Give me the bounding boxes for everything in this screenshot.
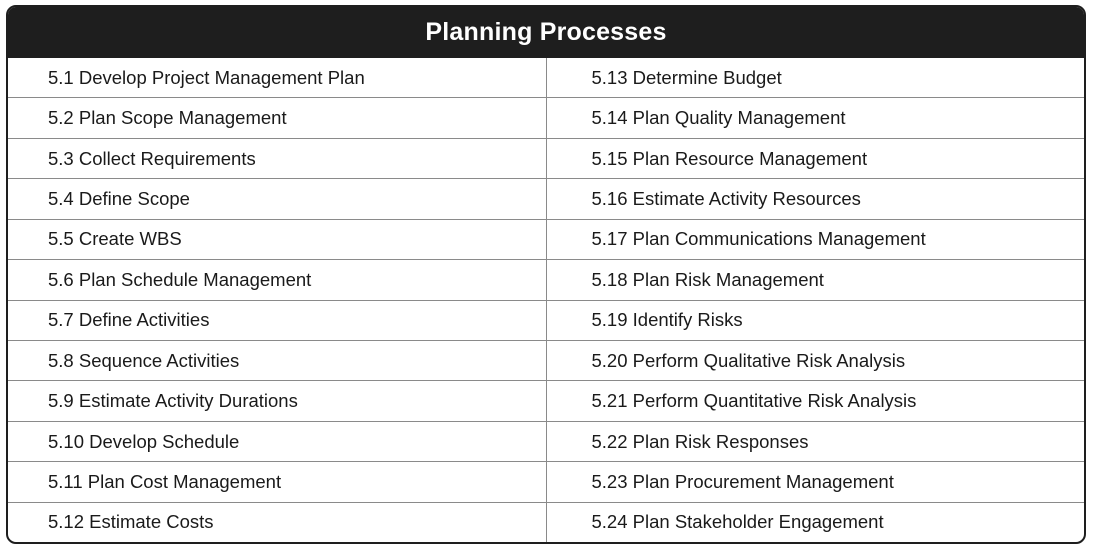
process-row: 5.18 Plan Risk Management <box>547 260 1085 300</box>
left-column <box>8 58 547 542</box>
process-row: 5.3 Collect Requirements <box>8 139 546 179</box>
process-row: 5.15 Plan Resource Management <box>547 139 1085 179</box>
process-row: 5.21 Perform Quantitative Risk Analysis <box>547 381 1085 421</box>
process-row: 5.11 Plan Cost Management <box>8 462 546 502</box>
process-row: 5.10 Develop Schedule <box>8 422 546 462</box>
table-title: Planning Processes <box>8 7 1084 58</box>
process-row: 5.17 Plan Communications Management <box>547 220 1085 260</box>
process-row: 5.13 Determine Budget <box>547 58 1085 98</box>
process-row: 5.14 Plan Quality Management <box>547 98 1085 138</box>
table-body <box>8 58 1084 542</box>
process-row: 5.1 Develop Project Management Plan <box>8 58 546 98</box>
process-row: 5.22 Plan Risk Responses <box>547 422 1085 462</box>
process-row: 5.9 Estimate Activity Durations <box>8 381 546 421</box>
process-row: 5.23 Plan Procurement Management <box>547 462 1085 502</box>
process-row: 5.19 Identify Risks <box>547 301 1085 341</box>
process-row: 5.6 Plan Schedule Management <box>8 260 546 300</box>
planning-processes-table <box>6 5 1086 544</box>
right-column <box>547 58 1085 542</box>
process-row: 5.8 Sequence Activities <box>8 341 546 381</box>
process-row: 5.16 Estimate Activity Resources <box>547 179 1085 219</box>
process-row: 5.4 Define Scope <box>8 179 546 219</box>
process-row: 5.24 Plan Stakeholder Engagement <box>591 511 884 533</box>
process-row: 5.20 Perform Qualitative Risk Analysis <box>547 341 1085 381</box>
process-row: 5.2 Plan Scope Management <box>8 98 546 138</box>
process-row: 5.7 Define Activities <box>8 301 546 341</box>
process-row: 5.5 Create WBS <box>8 220 546 260</box>
process-row: 5.12 Estimate Costs <box>48 511 214 533</box>
